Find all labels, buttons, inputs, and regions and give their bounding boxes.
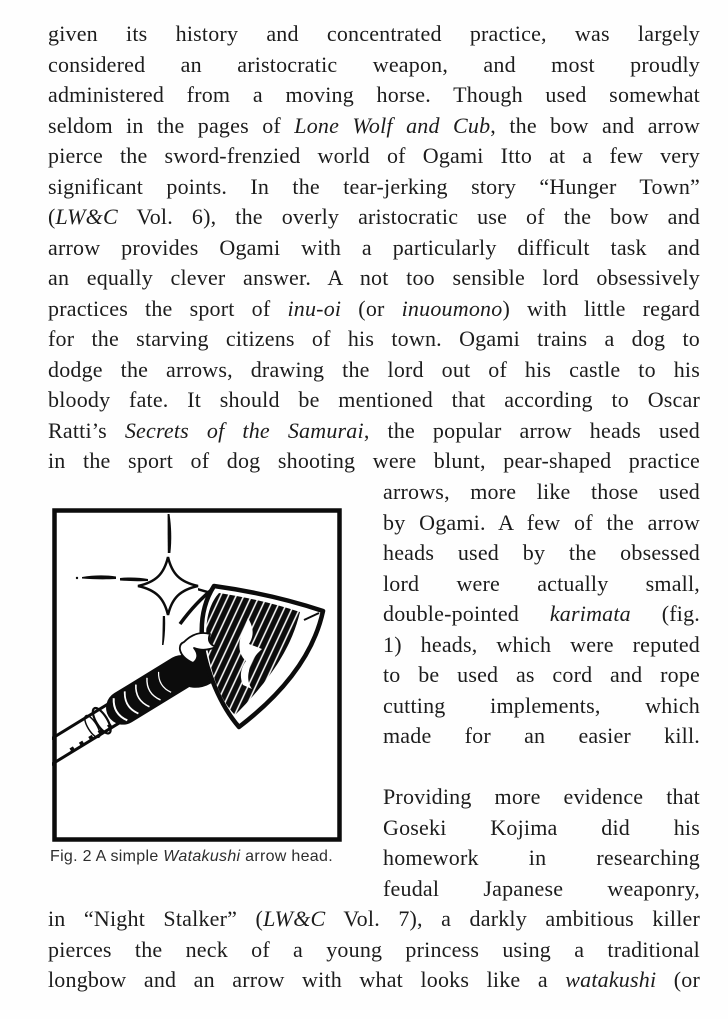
text-run: dodge the arrows, drawing the lord out of his castle to his	[48, 356, 700, 382]
text-line	[383, 508, 700, 539]
text-line	[48, 172, 700, 203]
text-line	[48, 385, 700, 416]
text-line	[48, 80, 700, 111]
text-run: arrows, more like those used	[383, 479, 700, 504]
text-line	[48, 202, 700, 233]
text-run: , the popular arrow heads used	[363, 417, 700, 443]
text-line	[383, 691, 700, 722]
text-line	[383, 538, 700, 569]
text-line	[48, 19, 700, 50]
text-line	[48, 141, 700, 172]
text-line	[383, 874, 700, 905]
text-run: (or	[656, 967, 700, 992]
text-run: Ratti’s	[48, 417, 125, 443]
text-line	[383, 782, 700, 813]
text-run: arrow provides Ogami with a particularly difficult task and	[48, 234, 700, 260]
text-line	[383, 477, 700, 508]
text-line	[383, 599, 700, 630]
italic-text-run: Secrets of the Samurai	[124, 417, 364, 443]
text-run: Fig. 2 A simple	[50, 848, 164, 865]
italic-text-run: inuoumono	[401, 295, 503, 321]
text-run: to be used as cord and rope	[383, 662, 700, 687]
text-line	[383, 813, 700, 844]
italic-text-run: karimata	[549, 601, 631, 626]
text-line	[383, 630, 700, 661]
text-line	[48, 294, 700, 325]
text-line	[48, 263, 700, 294]
text-run: administered from a moving horse. Though used somewhat	[48, 82, 700, 107]
text-run: lord were actually small,	[383, 570, 700, 596]
text-run: longbow and an arrow with what looks like a	[48, 967, 566, 992]
figure-2-arrowhead	[52, 508, 342, 842]
text-line	[48, 233, 700, 264]
text-run: Vol. 7), a darkly ambitious killer	[325, 906, 700, 931]
paragraph-right-column	[383, 477, 700, 904]
text-line	[48, 324, 700, 355]
text-run: pierce the sword-frenzied world of Ogami Itto at a few very	[48, 143, 700, 168]
text-run: homework in researching	[383, 845, 700, 870]
text-line	[48, 904, 700, 935]
text-line	[383, 843, 700, 874]
text-run: (fig.	[630, 601, 700, 626]
text-run: given its history and concentrated practice, was largely	[48, 21, 700, 46]
text-run: arrow head.	[240, 848, 333, 865]
text-line	[383, 721, 700, 752]
text-line	[383, 660, 700, 691]
text-line	[48, 965, 700, 996]
text-run: considered an aristocratic weapon, and most proudly	[48, 51, 700, 77]
text-line	[48, 416, 700, 447]
text-run: practices the sport of	[48, 295, 288, 321]
text-line	[383, 569, 700, 600]
text-run: in the sport of dog shooting were blunt, pear-shaped practice	[48, 448, 700, 473]
italic-text-run: inu-oi	[287, 295, 342, 321]
text-run: Vol. 6), the overly aristocratic use of the bow and	[117, 204, 700, 229]
text-line	[48, 111, 700, 142]
text-line	[48, 50, 700, 81]
figure-caption	[50, 846, 380, 868]
text-run: double-pointed	[383, 601, 550, 626]
text-line	[48, 935, 700, 966]
text-run: ) with little regard	[502, 295, 700, 321]
text-run: , the bow and arrow	[490, 112, 700, 138]
text-line	[48, 446, 700, 477]
text-run: significant points. In the tear-jerking story “Hunger Town”	[48, 173, 700, 199]
text-run: 1) heads, which were reputed	[383, 631, 700, 657]
text-run: made for an easier kill.	[383, 723, 700, 748]
text-run: feudal Japanese weaponry,	[383, 875, 700, 901]
paragraph-bottom	[48, 904, 700, 996]
text-run: cutting implements, which	[383, 692, 700, 718]
text-line	[48, 355, 700, 386]
watakushi-arrowhead-illustration	[52, 508, 342, 842]
italic-text-run: Lone Wolf and Cub	[294, 112, 491, 138]
text-run: an equally clever answer. A not too sensible lord obsessively	[48, 265, 700, 290]
text-run: by Ogami. A few of the arrow	[383, 509, 700, 535]
paragraph-top	[48, 19, 700, 477]
text-run: bloody fate. It should be mentioned that according to Oscar	[48, 387, 700, 412]
italic-text-run: Watakushi	[163, 848, 241, 865]
italic-text-run: LW&C	[55, 204, 118, 229]
text-run: in “Night Stalker” (	[48, 906, 264, 931]
text-run: seldom in the pages of	[48, 112, 295, 138]
text-run: Providing more evidence that	[383, 784, 700, 809]
text-run: (or	[341, 295, 402, 321]
text-run: for the starving citizens of his town. Ogami trains a dog to	[48, 326, 700, 351]
italic-text-run: watakushi	[565, 967, 657, 992]
text-run: Goseki Kojima did his	[383, 814, 700, 840]
text-run: pierces the neck of a young princess using a traditional	[48, 936, 700, 962]
text-line	[383, 752, 700, 783]
text-run: heads used by the obsessed	[383, 540, 700, 565]
italic-text-run: LW&C	[263, 906, 326, 931]
text-run: (	[48, 204, 56, 229]
